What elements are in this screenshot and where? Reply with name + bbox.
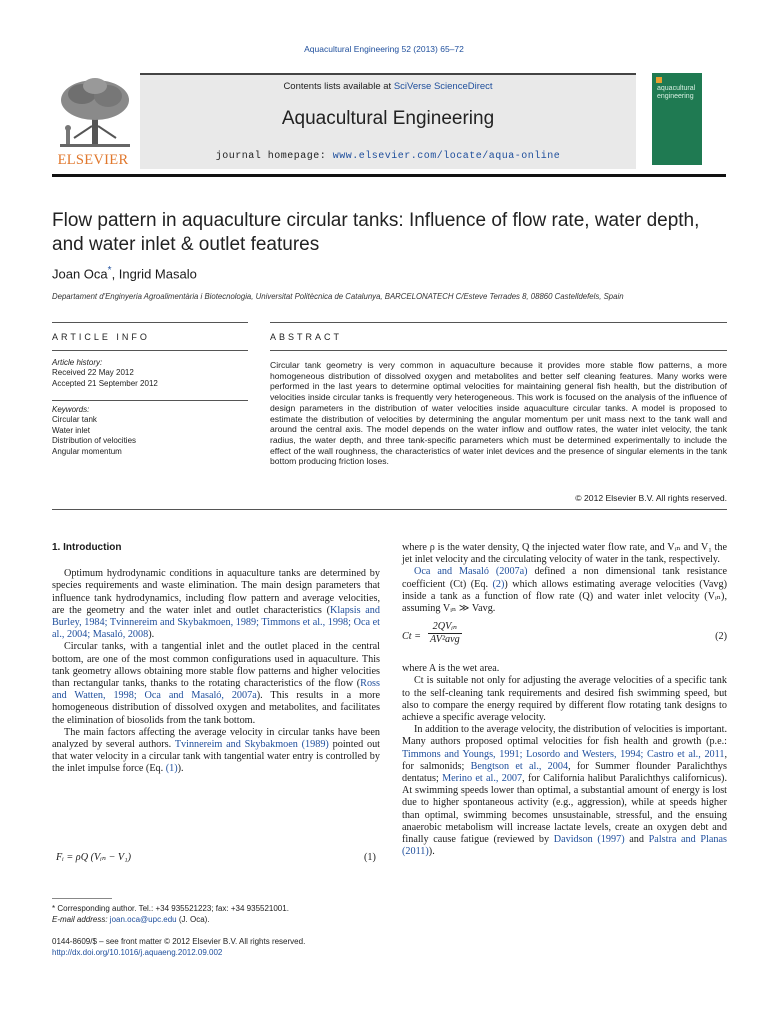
body-paragraph: where A is the wet area. — [402, 663, 500, 675]
keyword: Water inlet — [52, 425, 90, 435]
issn-line: 0144-8609/$ – see front matter © 2012 Elsevier B.V. All rights reserved. — [52, 937, 306, 946]
paragraph-text: Circular tanks, with a tangential inlet and the outlet placed in the central bottom, are one of the most common configurations used in aquaculture. This tank geometry allows obtaining more stable flow patterns and higher velocities than rectangular tanks, thanks to the rotating characteristics of the flow ( — [52, 641, 380, 690]
body-paragraph: where ρ is the water density, Q the injected water flow rate, and Vᵢₙ and V₁ the jet inlet velocity and the circulating velocity of water in the tank, respectively. — [402, 542, 727, 566]
equation-1: Fᵢ = ρQ (Vᵢₙ − V₁) — [56, 852, 132, 863]
keyword: Circular tank — [52, 415, 97, 425]
journal-title: Aquacultural Engineering — [281, 108, 495, 129]
citation-link[interactable]: Davidson (1997) — [553, 834, 625, 846]
corresponding-footnote — [52, 904, 382, 925]
equation-2-block — [402, 615, 727, 663]
journal-homepage — [140, 151, 636, 162]
accepted-date: Accepted 21 September 2012 — [52, 378, 158, 388]
citation-link[interactable]: Palstra and Planas (2011) — [402, 834, 727, 858]
paragraph-text: In addition to the average velocity, the distribution of velocities is important. Many authors proposed optimal velocities for fish health and growth (p.e.: — [402, 724, 727, 748]
citation-link[interactable]: Timmons and Youngs, 1991; Losordo and Westers, 1994; Castro et al., 2011 — [402, 748, 725, 760]
paragraph-text: ) which allows estimating average velocities (Vavg) inside a tank as a function of flow rate (Q) and water inlet velocity (Vᵢₙ), assuming Vᵢₙ ≫ Vavg. — [402, 578, 727, 615]
divider — [52, 509, 727, 510]
paragraph-text: defined a non dimensional tank resistance coefficient (Ct) (Eq. — [402, 566, 727, 590]
paragraph-text: ). — [148, 629, 155, 641]
publisher-name: ELSEVIER — [57, 152, 129, 168]
cover-title-line1: aquacultural — [657, 85, 696, 92]
author-name: Joan Oca — [52, 266, 108, 282]
divider — [52, 322, 248, 323]
doi-link[interactable]: http://dx.doi.org/10.1016/j.aquaeng.2012.09.002 — [52, 947, 223, 957]
keyword: Distribution of velocities — [52, 436, 137, 446]
paragraph-text: ). — [177, 763, 184, 775]
email-label: E-mail address: — [52, 914, 110, 924]
divider — [52, 400, 248, 401]
body-paragraph — [402, 566, 727, 615]
email-suffix: (J. Oca). — [176, 914, 210, 924]
article-title: Flow pattern in aquaculture circular tanks: Influence of flow rate, water depth, and water inlet & outlet features — [52, 210, 700, 255]
article-info-heading: ARTICLE INFO — [52, 332, 150, 342]
keyword: Angular momentum — [52, 446, 122, 456]
paragraph-text: The main factors affecting the average velocity in circular tanks have been analyzed by several authors. — [52, 726, 380, 751]
equation-2-lhs: Ct = — [402, 631, 422, 643]
issn-doi-block — [52, 937, 382, 958]
body-paragraph — [52, 568, 380, 641]
body-paragraph — [52, 727, 380, 776]
email-line — [52, 915, 382, 926]
abstract-text: Circular tank geometry is very common in aquaculture because it provides more stable flow patterns, a more homogeneous distribution of dissolved oxygen and metabolites and better self cleaning features. Many works were performed in the last years to determine optimal velocities for maintaining general fish health, but the distribution of velocities inside circular tanks is frequently very heterogeneous. This work is focused on the analysis of the influence of design parameters in the distribution of water velocities inside aquaculture circular tanks. A model is proposed to estimate the distribution of velocities by determining the angular momentum per unit mass next to the tank wall and around the central axis. The model depends on the water inflow and outflow rates, the water inlet velocity, the tank radius, the water depth, and three tank-specific parameters which must be determined experimentally to include the effect of the wall roughness, the characteristics of water inlet devices and the presence of singular elements in the tank bottom producing friction loses. — [270, 360, 727, 467]
citation-link[interactable]: Tvinnereim and Skybakmoen (1989) — [174, 739, 329, 751]
equation-2-denominator: AV²avg — [430, 634, 460, 646]
citation-link[interactable]: Klapsis and Burley, 1984; Tvinnereim and Skybakmoen, 1989; Timmons et al., 1998; Oca et al., 2004; Masaló, 2008 — [52, 604, 380, 641]
paragraph-text: ). This results in a more homogeneous distribution of dissolved oxygen and metabolites, and facilitates the elimination of biosolids from the tank bottom. — [52, 690, 381, 726]
equation-number: (1) — [364, 852, 376, 863]
cover-title-line2: engineering — [657, 93, 694, 100]
body-left-column — [52, 542, 380, 776]
citation-link[interactable]: Ross and Watten, 1998; Oca and Masaló, 2007a — [52, 678, 380, 702]
contents-prefix: Contents lists available at — [283, 81, 394, 92]
author-list — [52, 265, 197, 281]
citation-link[interactable]: Merino et al., 2007 — [442, 773, 523, 785]
equation-number: (2) — [715, 631, 727, 643]
paragraph-text: Optimum hydrodynamic conditions in aquaculture tanks are determined by species requirements and waste elimination. The main design parameters that influence tank hydrodynamics, including flow pattern and average velocities, are the geometry and the water inlet and outlet characteristics ( — [52, 568, 380, 616]
paragraph-text: and — [624, 834, 649, 846]
keywords-block — [52, 405, 252, 457]
paragraph-text: , for Summer flounder Paralichthys dentatus; — [402, 760, 727, 785]
affiliation: Departament d'Enginyeria Agroalimentària i Biotecnologia, Universitat Politècnica de Catalunya, BARCELONATECH C/Esteve Terrades 8, 08860 Castelldefels, Spain — [52, 292, 624, 301]
corresponding-author-mark[interactable]: * — [107, 265, 112, 276]
paragraph-text: pointed out that water velocity in a circular tank with tangential water entry is controlled by the inlet impulse force (Eq. — [52, 739, 381, 775]
citation-link[interactable]: Bengtson et al., 2004 — [470, 760, 569, 772]
header-rule — [140, 73, 636, 75]
abstract-copyright: © 2012 Elsevier B.V. All rights reserved. — [575, 493, 727, 503]
abstract-heading: ABSTRACT — [270, 332, 343, 342]
contents-line — [140, 81, 636, 92]
cover-logo-dot — [656, 77, 662, 83]
header-divider — [52, 174, 726, 177]
author-name: , Ingrid Masalo — [111, 266, 197, 282]
footnote-rule — [52, 898, 112, 899]
sciencedirect-link[interactable]: SciVerse ScienceDirect — [393, 81, 493, 92]
homepage-link[interactable]: www.elsevier.com/locate/aqua-online — [332, 151, 561, 162]
body-paragraph — [402, 724, 727, 858]
journal-cover-thumbnail[interactable] — [652, 73, 702, 165]
equation-2-fraction — [428, 621, 462, 646]
body-right-column — [402, 542, 727, 858]
equation-2-numerator: 2QVᵢₙ — [428, 621, 462, 634]
journal-reference[interactable]: Aquacultural Engineering 52 (2013) 65–72 — [304, 44, 464, 54]
divider — [52, 350, 248, 351]
paragraph-text: , for California halibut Paralichthys californicus). At swimming speeds lower than optimal, a substantial amount of energy is lost due to higher spontaneous activity (e.g., aggression), while at speeds higher than optimal, swimming becomes unsustainable, stressful, and the ensuing anaerobic metabolism will increase lactate levels, create an oxygen debt and finally cause fatigue (reviewed by — [402, 773, 727, 846]
homepage-prefix: journal homepage: — [215, 151, 333, 162]
body-paragraph — [52, 641, 380, 726]
divider — [270, 322, 727, 323]
keywords-label: Keywords: — [52, 405, 90, 414]
paragraph-text: , for salmonids; — [402, 748, 727, 772]
citation-link[interactable]: Oca and Masaló (2007a) — [414, 566, 528, 578]
corresponding-author-note: * Corresponding author. Tel.: +34 935521223; fax: +34 935521001. — [52, 904, 289, 913]
paragraph-text: ). — [428, 846, 435, 858]
body-paragraph: Ct is suitable not only for adjusting the average velocities of a specific tank to the self-cleaning tank requirements and desired fish swimming speed, but also to compare the energy required by different flow rotating tank designs to achieve a specific average velocity. — [402, 675, 727, 724]
received-date: Received 22 May 2012 — [52, 368, 134, 378]
equation-link[interactable]: (1) — [165, 763, 178, 775]
article-history — [52, 358, 252, 389]
email-link[interactable]: joan.oca@upc.edu — [109, 914, 177, 924]
equation-link[interactable]: (2) — [492, 578, 505, 590]
divider — [270, 350, 727, 351]
history-label: Article history: — [52, 358, 103, 367]
section-heading: 1. Introduction — [52, 542, 122, 553]
